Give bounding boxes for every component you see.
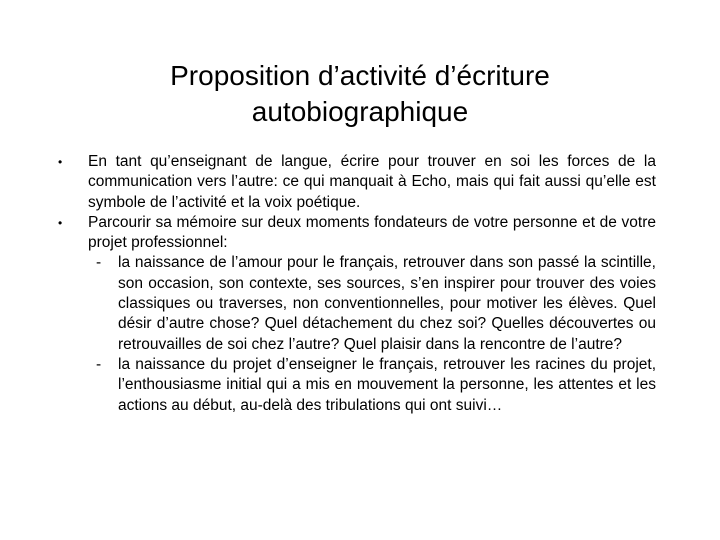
sub-item-text: la naissance du projet d’enseigner le français, retrouver les racines du projet, l’enthousiasme initial qui a mis en mouvement la personne, les attentes et les actions au début, au-delà des tribulations qui ont suivi… xyxy=(118,355,656,414)
slide-title xyxy=(60,58,660,130)
bullet-item xyxy=(56,213,656,254)
bullet-text: En tant qu’enseignant de langue, écrire pour trouver en soi les forces de la communication vers l’autre: ce qui manquait à Echo, mais qui fait aussi qu’elle est symbole de l’activité et la voix poétique. xyxy=(88,153,656,211)
sub-item-text: la naissance de l’amour pour le français, retrouver dans son passé la scintille, son occasion, son contexte, ses sources, s’en inspirer pour trouver des voies classiques ou traverses, non conventionnelles, pour motiver les élèves. Quel désir d’autre chose? Quel détachement du chez soi? Quelles découvertes ou retrouvailles de soi chez l’autre? Quel plaisir dans la rencontre de l’autre? xyxy=(118,254,656,353)
sub-item-marker: - xyxy=(96,355,102,373)
slide-title-line-2: autobiographique xyxy=(251,96,469,127)
slide-body xyxy=(56,152,656,416)
sub-item xyxy=(56,355,656,416)
bullet-item xyxy=(56,152,656,213)
bullet-text: Parcourir sa mémoire sur deux moments fondateurs de votre personne et de votre projet professionnel: xyxy=(88,213,656,252)
slide-title-line-1: Proposition d’activité d’écriture xyxy=(170,60,550,91)
bullet-marker: • xyxy=(58,155,63,169)
sub-item-marker: - xyxy=(96,254,102,272)
bullet-marker: • xyxy=(58,215,63,230)
sub-item xyxy=(56,253,656,354)
